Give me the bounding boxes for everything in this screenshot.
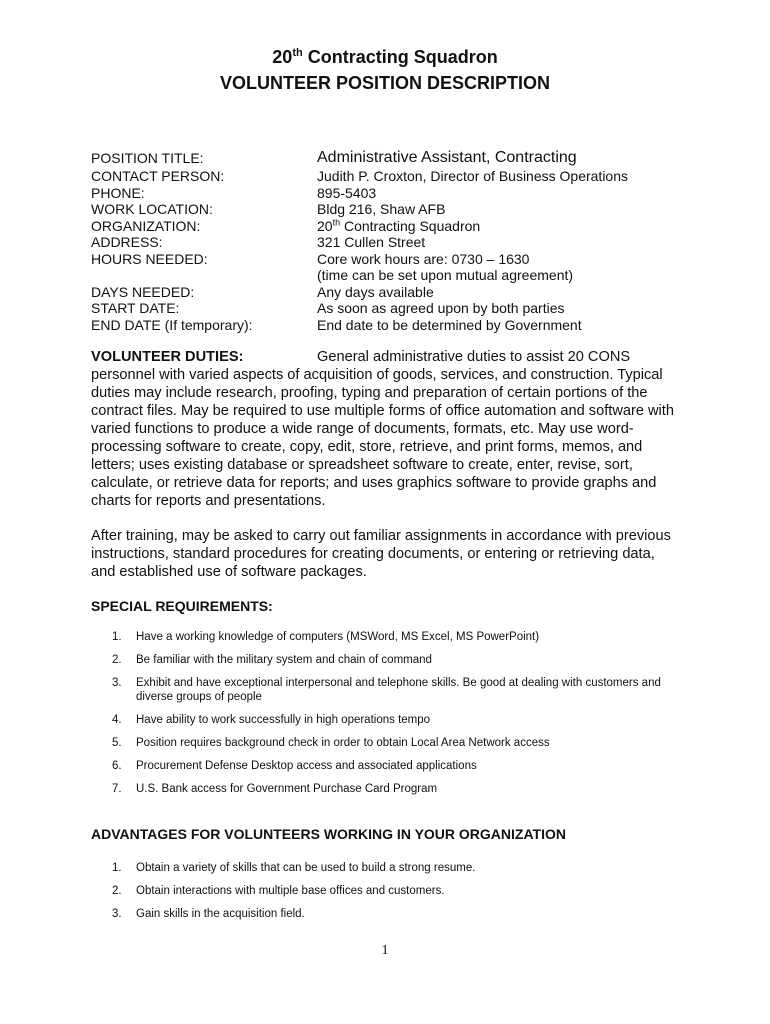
title-superscript: th [292,47,303,59]
contact-value: Judith P. Croxton, Director of Business Operations [317,168,629,184]
info-row-hours-note [91,267,691,284]
info-row-start [91,300,691,317]
document-title-block [0,44,770,96]
hours-label: HOURS NEEDED: [91,250,208,267]
list-item [112,759,672,773]
organization-label: ORGANIZATION: [91,217,201,234]
list-item [112,630,672,644]
work-location-label: WORK LOCATION: [91,201,213,217]
info-row-contact [91,168,691,185]
title-number: 20 [272,47,293,67]
list-item [112,736,672,750]
organization-value [317,218,691,235]
position-title-label: POSITION TITLE: [91,150,204,166]
list-item [112,782,672,796]
info-row-days [91,284,691,301]
position-info-table [91,148,691,333]
list-item [112,907,672,921]
list-item [112,676,672,704]
list-item-number: 3. [112,908,122,920]
special-requirements-heading: SPECIAL REQUIREMENTS: [91,598,273,614]
list-item-text: Position requires background check in order to obtain Local Area Network access [136,737,550,749]
list-item-text: Obtain interactions with multiple base offices and customers. [136,885,445,897]
list-item-text: U.S. Bank access for Government Purchase Card Program [136,783,438,795]
list-item-text: Have ability to work successfully in high operations tempo [136,714,431,726]
list-item [112,884,672,898]
volunteer-duties-text: General administrative duties to assist 20 CONS personnel with varied aspects of acquisition of goods, services, and construction. Typical duties may include research, proofing, typing and preparation of certain portions of the contract files. May be required to use multiple forms of office automation and software with varied functions to produce a wide range of documents, formats, etc. May use word-processing software to create, copy, edit, store, retrieve, and print forms, memos, and letters; uses existing database or spreadsheet software to create, enter, revise, sort, calculate, or retrieve data for reports; and uses graphics software to provide graphs and charts for reports and presentations. [91,349,674,509]
organization-text: Contracting Squadron [340,217,481,234]
days-value: Any days available [317,283,434,300]
work-location-value: Bldg 216, Shaw AFB [317,201,446,217]
volunteer-duties-paragraph [91,348,681,510]
organization-superscript: th [332,216,341,227]
address-label: ADDRESS: [91,234,163,250]
end-date-value: End date to be determined by Government [317,316,582,333]
start-date-label: START DATE: [91,300,180,316]
list-item-text: Be familiar with the military system and chain of command [136,654,432,666]
list-item-number: 4. [112,714,122,726]
list-item-number: 2. [112,654,122,666]
list-item-number: 1. [112,631,122,643]
list-item-number: 2. [112,885,122,897]
hours-note: (time can be set upon mutual agreement) [317,267,574,283]
info-row-work-location [91,201,691,218]
list-item-number: 6. [112,760,122,772]
list-item-text: Have a working knowledge of computers (MSWord, MS Excel, MS PowerPoint) [136,631,540,643]
list-item-text: Gain skills in the acquisition field. [136,908,305,920]
address-value: 321 Cullen Street [317,234,426,250]
phone-label: PHONE: [91,184,145,201]
list-item [112,861,672,875]
days-label: DAYS NEEDED: [91,283,195,300]
info-row-address [91,234,691,251]
position-title-value: Administrative Assistant, Contracting [317,149,577,166]
hours-value: Core work hours are: 0730 – 1630 [317,250,530,267]
squadron-title [0,44,770,70]
contact-label: CONTACT PERSON: [91,168,225,184]
list-item-text: Procurement Defense Desktop access and associated applications [136,760,477,772]
list-item [112,713,672,727]
list-item-number: 5. [112,737,122,749]
info-row-phone [91,185,691,202]
hours-note-spacer [91,267,317,284]
end-date-label: END DATE (If temporary): [91,316,253,333]
document-subtitle: VOLUNTEER POSITION DESCRIPTION [219,73,551,93]
advantages-list [112,861,672,930]
list-item [112,653,672,667]
special-requirements-list [112,630,672,805]
info-row-hours [91,251,691,268]
list-item-text: Exhibit and have exceptional interpersonal and telephone skills. Be good at dealing with customers and diverse groups of people [136,677,661,703]
start-date-value: As soon as agreed upon by both parties [317,300,565,316]
info-row-organization [91,218,691,235]
page-number: 1 [381,943,389,958]
volunteer-duties-heading: VOLUNTEER DUTIES: [91,349,244,365]
info-row-position-title [91,148,691,168]
training-paragraph: After training, may be asked to carry out familiar assignments in accordance with previous instructions, standard procedures for creating documents, or entering or retrieving data, and established use of software packages. [91,528,671,580]
phone-value: 895-5403 [317,184,377,201]
advantages-heading: ADVANTAGES FOR VOLUNTEERS WORKING IN YOUR ORGANIZATION [91,826,566,842]
organization-number: 20 [317,217,333,234]
list-item-number: 1. [112,862,122,874]
list-item-number: 7. [112,783,122,795]
list-item-number: 3. [112,677,122,689]
list-item-text: Obtain a variety of skills that can be used to build a strong resume. [136,862,476,874]
info-row-end [91,317,691,334]
title-text: Contracting Squadron [302,47,498,67]
